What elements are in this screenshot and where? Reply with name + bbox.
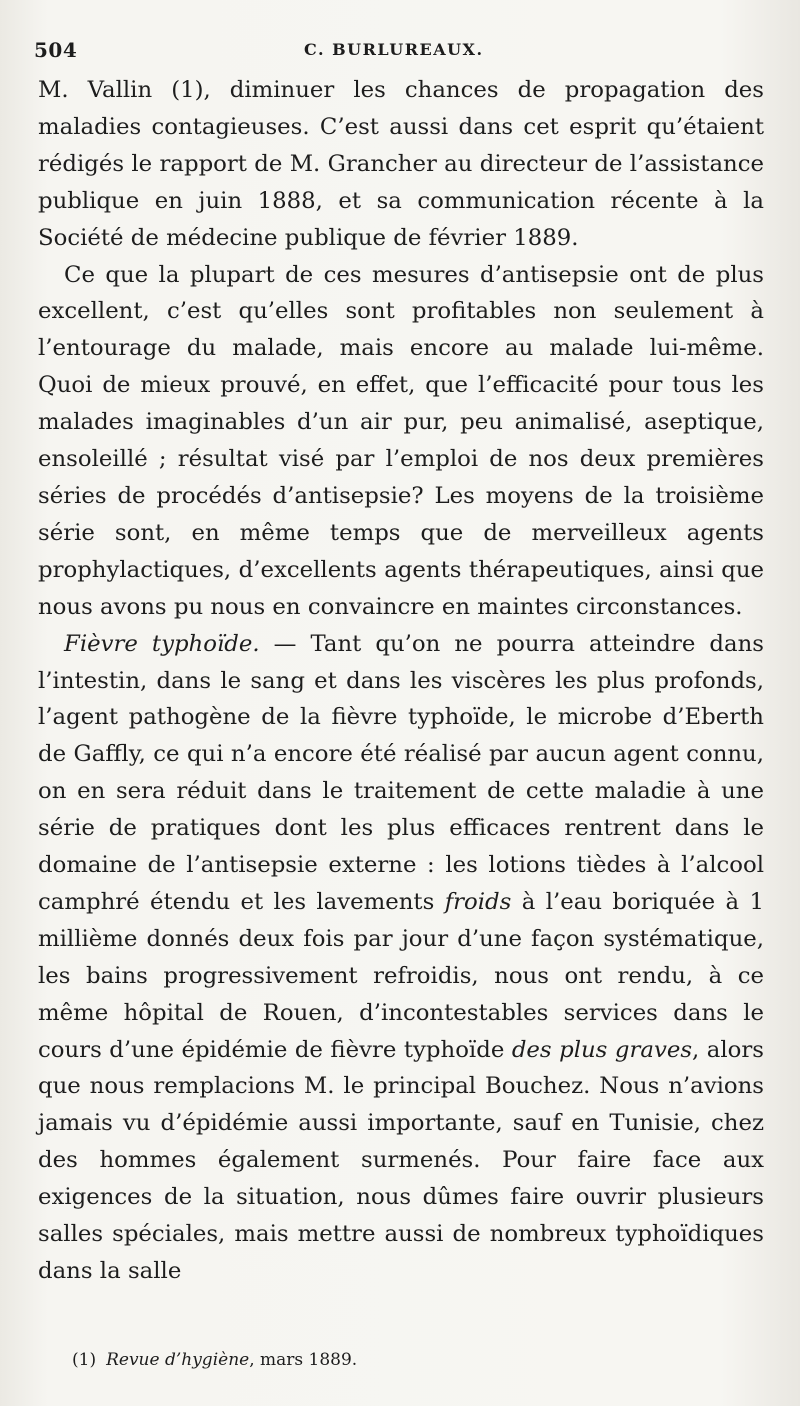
- footnote: [72, 1348, 357, 1372]
- paragraph-3-text-2: à l’eau boriquée à 1 millième donnés deux fois par jour d’une façon systématique, les bains progressivement refroidis, nous ont rendu, à ce même hôpital de Rouen, d’incontestables services dans le cours d’une épidémie de fièvre typhoïde: [38, 888, 764, 1063]
- paragraph-2: Ce que la plupart de ces mesures d’antisepsie ont de plus excellent, c’est qu’elles sont profitables non seulement à l’entourage du malade, mais encore au malade lui-même. Quoi de mieux prouvé, en effet, que l’efficacité pour tous les malades imaginables d’un air pur, peu animalisé, aseptique, ensoleillé ; résultat visé par l’emploi de nos deux premières séries de procédés d’antisepsie? Les moyens de la troisième série sont, en même temps que de merveilleux agents prophylactiques, d’excellents agents thérapeutiques, ainsi que nous avons pu nous en convaincre en maintes circonstances.: [38, 261, 764, 620]
- paragraph-3-text-3: , alors que nous remplacions M. le principal Bouchez. Nous n’avions jamais vu d’épidémie aussi importante, sauf en Tunisie, chez des hommes également surmenés. Pour faire face aux exigences de la situation, nous dûmes faire ouvrir plusieurs salles spéciales, mais mettre aussi de nombreux typhoïdiques dans la salle: [38, 1036, 764, 1284]
- section-heading: Fièvre typhoïde.: [64, 630, 260, 657]
- page-number: 504: [34, 38, 78, 62]
- footnote-source: Revue d’hygiène: [106, 1350, 250, 1370]
- footnote-rest: , mars 1889.: [249, 1350, 358, 1370]
- body-text: [38, 72, 764, 1290]
- page-header: [34, 38, 760, 68]
- footnote-marker: (1): [72, 1350, 97, 1370]
- paragraph-1: M. Vallin (1), diminuer les chances de propagation des maladies contagieuses. C’est aussi dans cet esprit qu’étaient rédigés le rapport de M. Grancher au directeur de l’assistance publique en juin 1888, et sa communication récente à la Société de médecine publique de février 1889.: [38, 77, 764, 251]
- paragraph-3: [38, 626, 764, 1290]
- emphasis-des-plus-graves: des plus graves: [511, 1036, 693, 1063]
- emphasis-froids: froids: [444, 888, 512, 915]
- paragraph-3-text-1: — Tant qu’on ne pourra atteindre dans l’intestin, dans le sang et dans les viscères les plus profonds, l’agent pathogène de la fièvre typhoïde, le microbe d’Eberth de Gaffly, ce qui n’a encore été réalisé par aucun agent connu, on en sera réduit dans le traitement de cette maladie à une série de pratiques dont les plus efficaces rentrent dans le domaine de l’antisepsie externe : les lotions tièdes à l’alcool camphré étendu et les lavements: [38, 630, 764, 915]
- running-head: C. BURLUREAUX.: [304, 40, 484, 59]
